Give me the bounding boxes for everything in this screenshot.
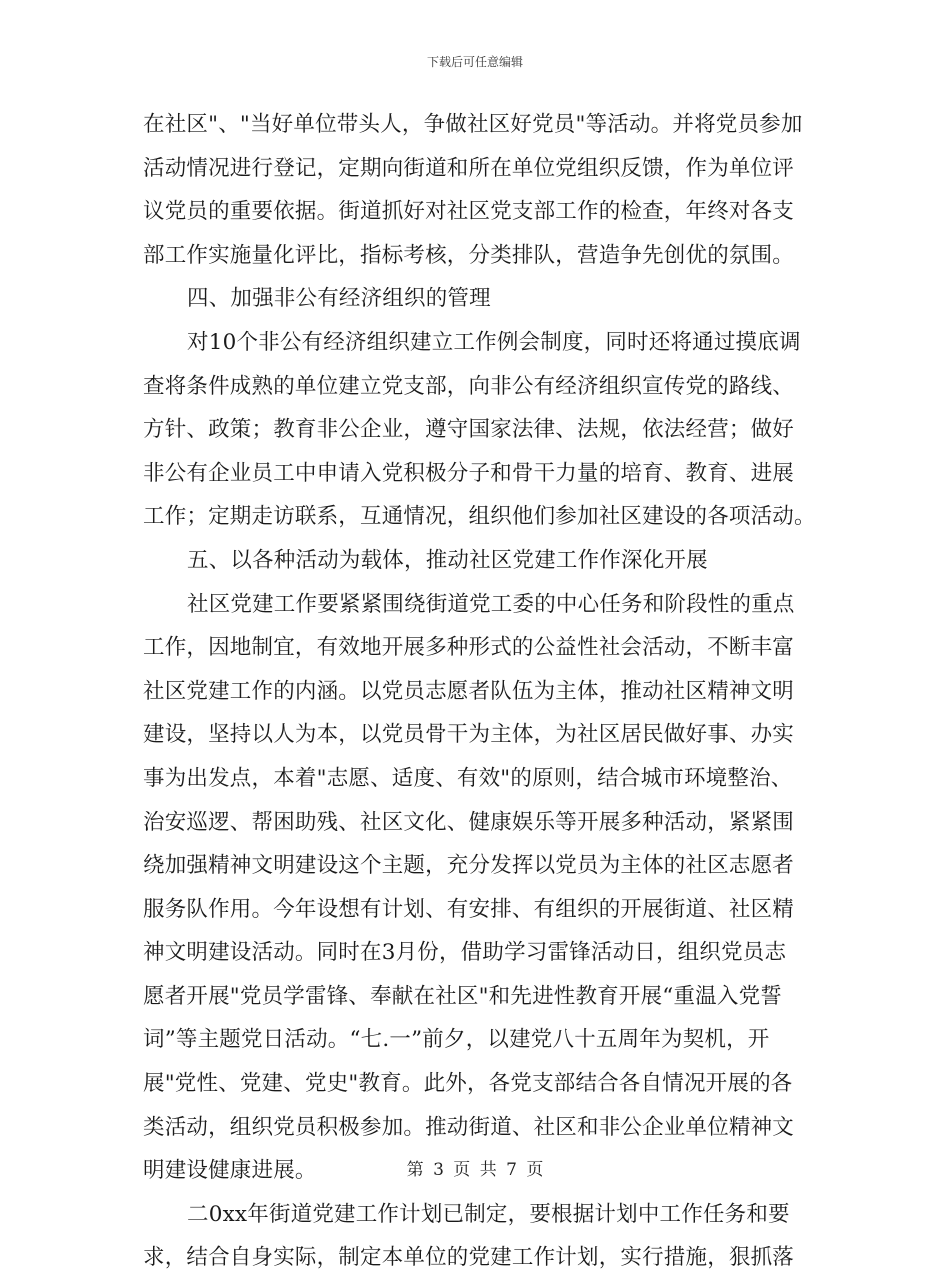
total-pages-number: 7 [506, 1160, 517, 1180]
text-line: 求，结合自身实际，制定本单位的党建工作计划，实行措施，狠抓落 [143, 1245, 795, 1271]
page-footer [0, 1155, 950, 1180]
text-line: 展"党性、党建、党史"教育。此外，各党支部结合各自情况开展的各 [143, 1071, 793, 1097]
page-label-prefix: 第 [406, 1160, 424, 1180]
text-line: 工作，因地制宜，有效地开展多种形式的公益性社会活动，不断丰富 [143, 635, 795, 661]
text-line: 愿者开展"党员学雷锋、奉献在社区"和先进性教育开展“重温入党誓 [143, 983, 782, 1009]
text-line: 治安巡逻、帮困助残、社区文化、健康娱乐等开展多种活动，紧紧围 [143, 809, 795, 835]
text-line: 议党员的重要依据。街道抓好对社区党支部工作的检查，年终对各支 [143, 199, 795, 225]
text-line: 词”等主题党日活动。“七.一”前夕，以建党八十五周年为契机，开 [143, 1027, 770, 1053]
text-line: 部工作实施量化评比，指标考核，分类排队，营造争先创优的氛围。 [143, 242, 795, 268]
text-line: 工作；定期走访联系，互通情况，组织他们参加社区建设的各项活动。 [143, 504, 816, 530]
page-label-mid1: 页 [453, 1160, 471, 1180]
text-line: 非公有企业员工中申请入党积极分子和骨干力量的培育、教育、进展 [143, 460, 795, 486]
page-label-suffix: 页 [526, 1160, 544, 1180]
text-line: 类活动，组织党员积极参加。推动街道、社区和非公企业单位精神文 [143, 1114, 795, 1140]
text-line: 社区党建工作的内涵。以党员志愿者队伍为主体，推动社区精神文明 [143, 678, 795, 704]
current-page-number: 3 [433, 1160, 444, 1180]
text-line: 建设，坚持以人为本，以党员骨干为主体，为社区居民做好事、办实 [143, 722, 795, 748]
text-line: 对10个非公有经济组织建立工作例会制度，同时还将通过摸底调 [187, 329, 801, 355]
page-label-mid2: 共 [479, 1160, 497, 1180]
text-line: 在社区"、"当好单位带头人，争做社区好党员"等活动。并将党员参加 [143, 112, 803, 137]
document-body [143, 103, 816, 1280]
text-line: 二0xx年街道党建工作计划已制定，要根据计划中工作任务和要 [187, 1201, 790, 1227]
section-heading: 四、加强非公有经济组织的管理 [187, 286, 491, 312]
text-line: 服务队作用。今年设想有计划、有安排、有组织的开展街道、社区精 [143, 896, 795, 922]
page-header-note: 下载后可任意编辑 [426, 55, 523, 69]
text-line: 查将条件成熟的单位建立党支部，向非公有经济组织宣传党的路线、 [143, 373, 795, 399]
text-line: 绕加强精神文明建设这个主题，充分发挥以党员为主体的社区志愿者 [143, 853, 795, 879]
text-line: 方针、政策；教育非公企业，遵守国家法律、法规，依法经营；做好 [143, 417, 795, 443]
section-heading: 五、以各种活动为载体，推动社区党建工作作深化开展 [187, 547, 708, 573]
text-line: 社区党建工作要紧紧围绕街道党工委的中心任务和阶段性的重点 [187, 591, 795, 617]
text-line: 活动情况进行登记，定期向街道和所在单位党组织反馈，作为单位评 [143, 155, 795, 181]
text-line: 明建设健康进展。 [143, 1158, 317, 1184]
text-line: 事为出发点，本着"志愿、适度、有效"的原则，结合城市环境整治、 [143, 765, 793, 791]
text-line: 神文明建设活动。同时在3月份，借助学习雷锋活动日，组织党员志 [143, 940, 787, 966]
